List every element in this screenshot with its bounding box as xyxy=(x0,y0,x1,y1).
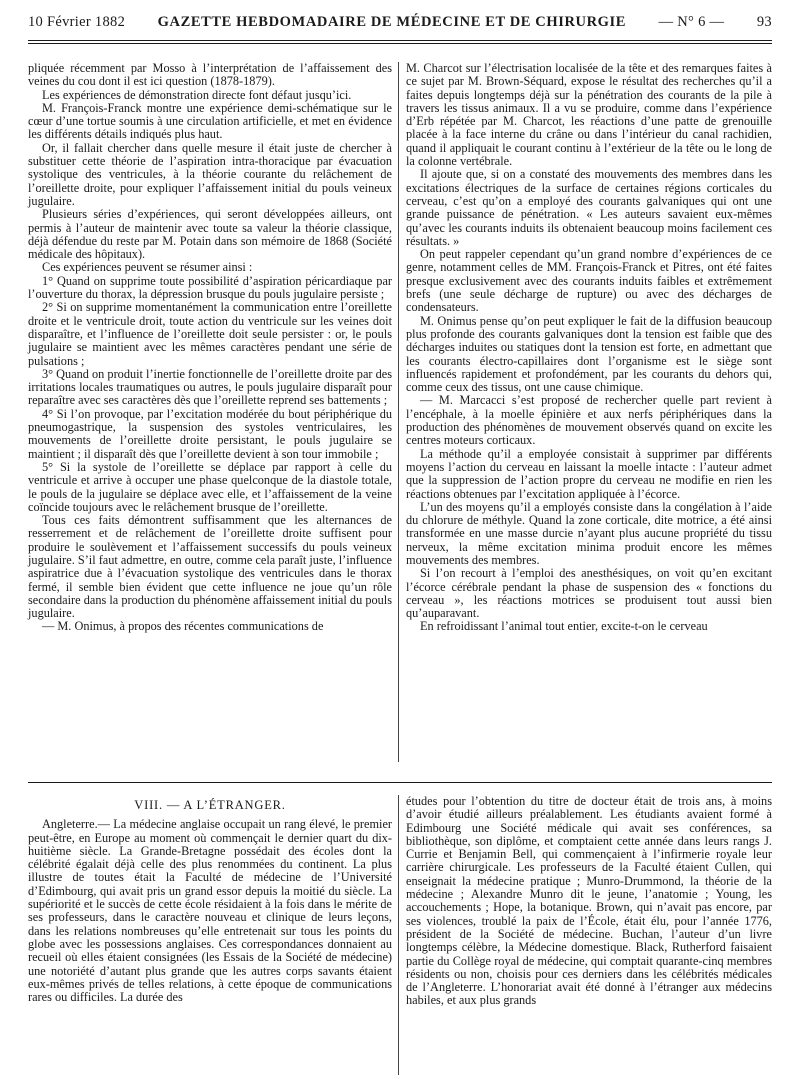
paragraph: Il ajoute que, si on a constaté des mouvements des membres dans les excitations électriques de la surface de certaines régions corticales du cerveau, c’est qu’on a employé des courants galvaniques qui ont une grande puissance de pénétration. « Les auteurs savaient eux-mêmes qu’avec les courants induits ils obtenaient beaucoup moins facilement ces résultats. » xyxy=(406,167,772,248)
page-number: 93 xyxy=(756,14,772,30)
paragraph: M. Onimus pense qu’on peut expliquer le fait de la diffusion beaucoup plus profonde des courants galvaniques dont la tension est faible que des décharges induites ou statiques dont la tension est forte, en admettant que les courants électro-capillaires dont l’organisme est le siège sont influencés rapidement et profondément, par les courants du dehors qui, comme ceux des tissus, ont une cause chimique. xyxy=(406,313,772,395)
list-item: 2° Si on supprime momentanément la communication entre l’oreillette droite et le ventricule droit, toute action du ventricule sur les veines doit disparaître, et l’influence de l’oreillette doit seule persister : or, le pouls jugulaire se maintient avec les mêmes caractères pendant une série de pulsations ; xyxy=(28,300,392,368)
paragraph: On peut rappeler cependant qu’un grand nombre d’expériences de ce genre, notamment celles de MM. François-Franck et Pitres, ont été faites presque exclusivement avec des courants induits faibles et extrêmement brefs (une seule décharge de rupture) ou avec des décharges de condensateurs. xyxy=(406,247,772,315)
paragraph: études pour l’obtention du titre de docteur était de trois ans, à moins d’avoir étudié ailleurs préalablement. Les étudiants avaient formé à Edimbourg une Société médicale qui avait ses conférences, sa bibliothèque, son diplôme, et comptaient cette année dans leurs rangs J. Currie et Benjamin Bell, qui commençaient à l’infirmerie royale leur carrière chirurgicale. Les professeurs de la Faculté étaient Cullen, qui enseignait la médecine pratique ; Munro-Drummond, la théorie de la médecine ; Alexandre Munro dit le jeune, l’anatomie ; Young, les accouchements ; Hope, la botanique. Brown, qui n’avait pas encore, par ses violences, troublé la paix de l’École, était élu, pour l’année 1776, président de la Société de médecine. Buchan, l’auteur d’un livre longtemps célèbre, la Médecine domestique. Black, Rutherford faisaient partie du Collège royal de médecine, qui comptait quarante-cinq membres résidents ou non, choisis pour ces derniers dans les célébrités médicales de l’Angleterre. L’honorariat avait été donné à l’étranger aux médecins habiles, et aux plus grands xyxy=(406,794,772,1008)
journal-title: GAZETTE HEBDOMADAIRE DE MÉDECINE ET DE CHIRURGIE xyxy=(157,14,627,30)
list-item: 5° Si la systole de l’oreillette se déplace par rapport à celle du ventricule et arrive à occuper une phase quelconque de la diastole totale, le pouls de la jugulaire se déplace avec elle, et l’affaissement de la veine coïncide toujours avec le relâchement brusque de l’oreillette. xyxy=(28,459,392,514)
paragraph: Or, il fallait chercher dans quelle mesure il était juste de chercher à substituer cette théorie de l’aspiration intra-thoracique par évacuation systolique des ventricules, à la théorie courante du relâchement de l’oreillette droite, pour expliquer l’affaissement initial du pouls veineux jugulaire. xyxy=(28,140,392,208)
list-item: 3° Quand on produit l’inertie fonctionnelle de l’oreillette droite par des irritations locales traumatiques ou autres, le pouls jugulaire disparaît pour reparaître avec ses caractères dès que l’oreillette reprend ses battements ; xyxy=(28,366,392,408)
top-right-column xyxy=(406,62,772,772)
paragraph: Ces expériences peuvent se résumer ainsi : xyxy=(42,260,253,275)
bottom-right-column xyxy=(406,795,772,1075)
page-header xyxy=(28,14,772,36)
paragraph: Tous ces faits démontrent suffisamment que les alternances de resserrement et de relâchement de l’oreillette droite suffisent pour produire le soulèvement et l’affaissement successifs du pouls veineux jugulaire. S’il faut admettre, en outre, comme cela paraît juste, l’influence aspiratrice due à l’évacuation systolique des ventricules dans le thorax fermé, il semble bien évident que cette influence ne joue qu’un rôle secondaire dans la production du phénomène affaissement initial du pouls jugulaire. xyxy=(28,513,392,621)
section-title: VIII. — A L’ÉTRANGER. xyxy=(134,798,286,812)
paragraph: L’un des moyens qu’il a employés consiste dans la congélation à l’aide du chlorure de méthyle. Quand la zone corticale, dite motrice, a été ainsi transformée en une masse durcie n’ayant plus aucune propriété du tissu nerveux, la même excitation minima produit encore les mêmes mouvements des membres. xyxy=(406,499,772,567)
paragraph: En refroidissant l’animal tout entier, excite-t-on le cerveau xyxy=(420,619,708,634)
list-item: 1° Quand on supprime toute possibilité d’aspiration péricardiaque par l’ouverture du thorax, la dépression brusque du pouls jugulaire persiste ; xyxy=(28,273,392,302)
bottom-left-column xyxy=(28,795,392,1075)
header-date: 10 Février 1882 xyxy=(28,14,126,30)
issue-number: — N° 6 — xyxy=(658,14,725,30)
paragraph: Si l’on recourt à l’emploi des anesthésiques, on voit qu’en excitant l’écorce cérébrale pendant la phase de suspension des « fonctions du cerveau », les réactions motrices se produisent tout aussi bien qu’auparavant. xyxy=(406,566,772,621)
paragraph: M. François-Franck montre une expérience demi-schématique sur le cœur d’une tortue soumis à une circulation artificielle, et met en évidence les différents détails indiqués plus haut. xyxy=(28,100,392,142)
column-divider xyxy=(398,795,399,1075)
header-rule xyxy=(28,40,772,41)
column-divider xyxy=(398,62,399,762)
top-left-column xyxy=(28,62,392,772)
paragraph: Plusieurs séries d’expériences, qui seront développées ailleurs, ont permis à l’auteur de maintenir avec toute sa valeur la théorie classique, déjà défendue du reste par M. Potain dans son mémoire de 1868 (Société médicale des hôpitaux). xyxy=(28,207,392,262)
list-item: 4° Si l’on provoque, par l’excitation modérée du bout périphérique du pneumogastrique, la suspension des systoles ventriculaires, les mouvements de l’oreillette droite persistant, le pouls jugulaire se maintient ; il disparaît dès que l’oreillette devient à son tour immobile ; xyxy=(28,406,392,461)
paragraph: La méthode qu’il a employée consistait à supprimer par différents moyens l’action du cerveau en laissant la moelle intacte : l’auteur admet que la suppression de l’action propre du cerveau ne modifie en rien les réactions obtenues par l’excitation appliquée à l’écorce. xyxy=(406,446,772,501)
paragraph: Les expériences de démonstration directe font défaut jusqu’ici. xyxy=(42,87,352,102)
paragraph: — M. Onimus, à propos des récentes communications de xyxy=(42,619,324,634)
section-rule xyxy=(28,782,772,783)
paragraph: — M. Marcacci s’est proposé de rechercher quelle part revient à l’encéphale, à la moelle épinière et aux nerfs périphériques dans la production des phénomènes de mouvement observés quand on excite les centres moteurs corticaux. xyxy=(406,393,772,448)
header-rule-thin xyxy=(28,43,772,44)
paragraph: pliquée récemment par Mosso à l’interprétation de l’affaissement des veines du cou dont il est ici question (1878-1879). xyxy=(28,61,392,89)
paragraph: M. Charcot sur l’électrisation localisée de la tête et des remarques faites à ce sujet par M. Brown-Séquard, expose le résultat des recherches qu’il a faites depuis longtemps déjà sur la pénétration des courants de la pile à travers les tissus animaux. Il a vu se produire, comme dans l’expérience d’Erb répétée par M. Charcot, les réactions d’une patte de grenouille placée à la face interne du crâne ou dans l’intérieur du canal rachidien, quand il appliquait le courant continu à l’extérieur de la tête ou le long de la colonne vertébrale. xyxy=(406,61,772,169)
paragraph: Angleterre.— La médecine anglaise occupait un rang élevé, le premier peut-être, en Europe au moment où commençait le dernier quart du dix-huitième siècle. La Grande-Bretagne possédait des écoles dont la célébrité égalait déjà celle des plus renommées du continent. La plus illustre de toutes était la Faculté de médecine de l’Université d’Edimbourg, qui avait pris un grand essor depuis la moitié du siècle. La supériorité et le succès de cette école résidaient à la fois dans le mérite de ses professeurs, dans le caractère nouveau et clinique de leurs leçons, dans les relations nombreuses qu’elle entretenait sur tous les points du globe avec les possessions anglaises. Ces correspondances donnaient au recueil où elles étaient consignées (les Essais de la Société de médecine) une notoriété d’autant plus grande que les autres corps savants étaient eux-mêmes privés de telles relations, à cette époque de communications rares ou difficiles. La durée des xyxy=(28,817,392,1005)
